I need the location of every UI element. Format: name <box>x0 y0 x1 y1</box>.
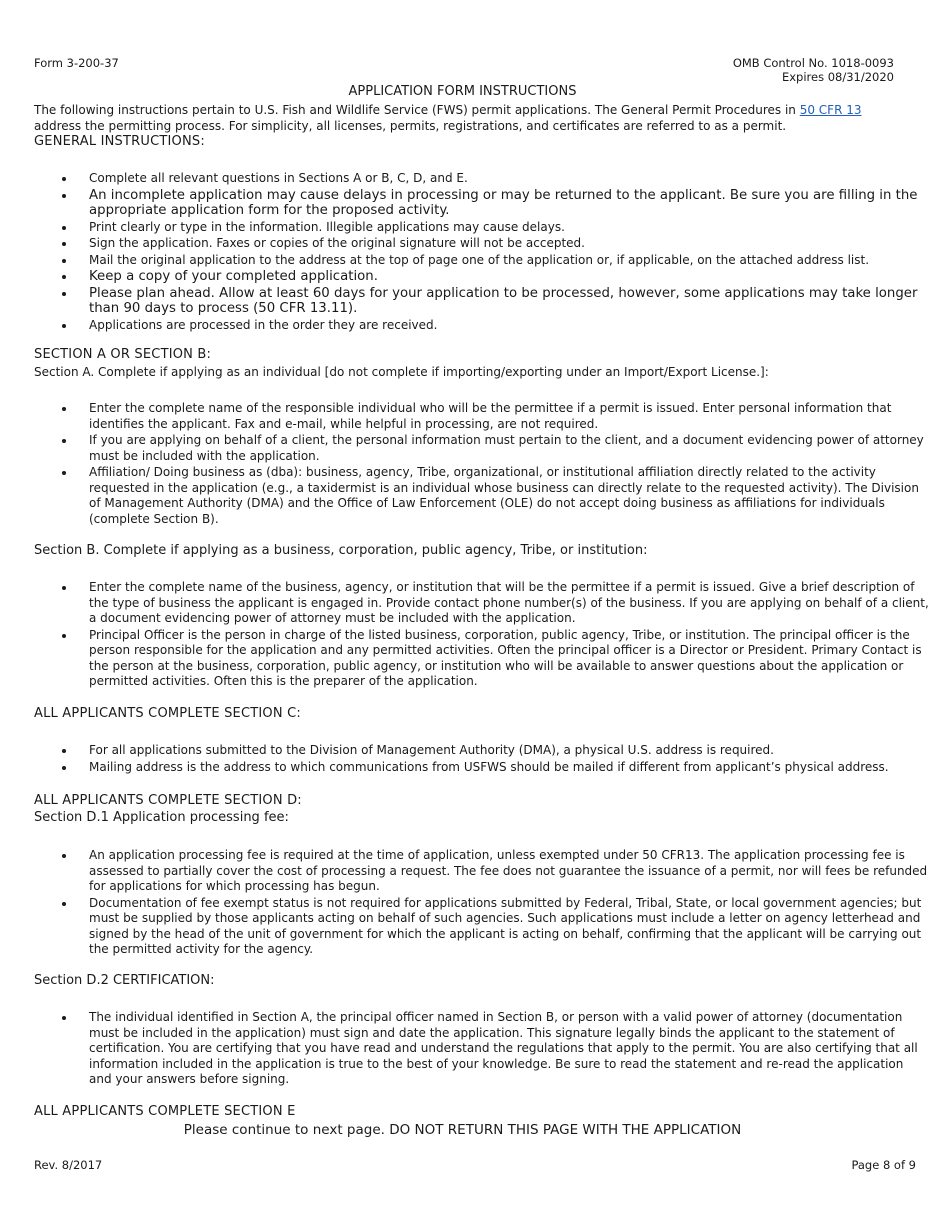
section-d2-label: Section D.2 CERTIFICATION: <box>34 973 215 988</box>
list-item: If you are applying on behalf of a client, the personal information must pertain to the client, and a document evidencing power of attorney must be included with the application. <box>89 433 929 464</box>
list-item: Principal Officer is the person in charge of the listed business, corporation, public agency, Tribe, or institution. The principal officer is the person responsible for the application and any permitted activities. Often the principal officer is a Director or President. Primary Contact is the person at the business, corporation, public agency, or institution who will be available to answer questions about the application or permitted activities. Often this is the preparer of the application. <box>89 628 929 690</box>
list-item: Enter the complete name of the business, agency, or institution that will be the permittee if a permit is issued. Give a brief description of the type of business the applicant is engaged in. Provide contact phone number(s) of the business. If you are applying on behalf of a client, a document evidencing power of attorney must be included with the application. <box>89 580 929 625</box>
list-item: Print clearly or type in the information. Illegible applications may cause delays. <box>89 220 929 236</box>
list-item: Keep a copy of your completed application. <box>89 269 929 285</box>
list-item: Complete all relevant questions in Sections A or B, C, D, and E. <box>89 171 929 187</box>
continue-note: Please continue to next page. DO NOT RETURN THIS PAGE WITH THE APPLICATION <box>183 1122 742 1138</box>
intro-text-1: The following instructions pertain to U.S. Fish and Wildlife Service (FWS) permit applications. The General Permit Procedures in <box>34 103 800 117</box>
cfr-link[interactable]: 50 CFR 13 <box>799 103 862 117</box>
expiration-date: Expires 08/31/2020 <box>781 70 894 84</box>
section-d1-list <box>58 848 929 959</box>
general-heading: GENERAL INSTRUCTIONS: <box>34 134 205 149</box>
page-title: APPLICATION FORM INSTRUCTIONS <box>348 84 577 99</box>
list-item: Sign the application. Faxes or copies of the original signature will not be accepted. <box>89 236 929 252</box>
form-number: Form 3-200-37 <box>34 56 119 70</box>
intro-text-2: address the permitting process. For simplicity, all licenses, permits, registrations, and certificates are referred to as a permit. <box>34 119 787 133</box>
section-a-label: Section A. Complete if applying as an individual [do not complete if importing/exporting under an Import/Export License.]: <box>34 365 769 379</box>
list-item: For all applications submitted to the Division of Management Authority (DMA), a physical U.S. address is required. <box>89 743 929 759</box>
list-item: Documentation of fee exempt status is not required for applications submitted by Federal, Tribal, State, or local government agencies; but must be supplied by those applicants acting on behalf of such agencies. Such applications must include a letter on agency letterhead and signed by the head of the unit of government for which the applicant is acting on behalf, confirming that the applicant will be carrying out the permitted activity for the agency. <box>89 896 929 958</box>
list-item: An application processing fee is required at the time of application, unless exempted under 50 CFR13. The application processing fee is assessed to partially cover the cost of processing a request. The fee does not guarantee the issuance of a permit, nor will fees be refunded for applications for which processing has begun. <box>89 848 928 893</box>
list-item: An incomplete application may cause delays in processing or may be returned to the applicant. Be sure you are filling in the appropriate application form for the proposed activity. <box>89 188 929 219</box>
section-a-list <box>58 401 929 528</box>
section-b-list <box>58 580 929 691</box>
section-c-heading: ALL APPLICANTS COMPLETE SECTION C: <box>34 706 301 721</box>
list-item: Mailing address is the address to which communications from USFWS should be mailed if different from applicant’s physical address. <box>89 760 929 776</box>
section-d2-list <box>58 1010 929 1089</box>
general-list <box>58 171 929 334</box>
revision-date: Rev. 8/2017 <box>34 1158 103 1172</box>
list-item: Affiliation/ Doing business as (dba): business, agency, Tribe, organizational, or institutional affiliation directly related to the activity requested in the application (e.g., a taxidermist is an individual whose business can directly relate to the requested activity). The Division of Management Authority (DMA) and the Office of Law Enforcement (OLE) do not accept doing business as affiliations for individuals (complete Section B). <box>89 465 929 527</box>
list-item: The individual identified in Section A, the principal officer named in Section B, or person with a valid power of attorney (documentation must be included in the application) must sign and date the application. This signature legally binds the applicant to the statement of certification. You are certifying that you have read and understand the regulations that apply to the permit. You are also certifying that all information included in the application is true to the best of your knowledge. Be sure to read the statement and re-read the application and your answers before signing. <box>89 1010 929 1088</box>
list-item: Please plan ahead. Allow at least 60 days for your application to be processed, however, some applications may take longer than 90 days to process (50 CFR 13.11). <box>89 286 929 317</box>
list-item: Enter the complete name of the responsible individual who will be the permittee if a permit is issued. Enter personal information that identifies the applicant. Fax and e-mail, while helpful in processing, are not required. <box>89 401 929 432</box>
section-ab-heading: SECTION A OR SECTION B: <box>34 347 212 362</box>
section-e-heading: ALL APPLICANTS COMPLETE SECTION E <box>34 1104 296 1119</box>
list-item: Mail the original application to the address at the top of page one of the application or, if applicable, on the attached address list. <box>89 253 929 269</box>
page-number: Page 8 of 9 <box>851 1158 916 1172</box>
section-d-heading: ALL APPLICANTS COMPLETE SECTION D: <box>34 793 302 808</box>
intro-paragraph <box>34 102 904 134</box>
list-item: Applications are processed in the order they are received. <box>89 318 929 334</box>
section-d1-label: Section D.1 Application processing fee: <box>34 810 289 825</box>
omb-block <box>733 56 894 84</box>
section-b-label: Section B. Complete if applying as a business, corporation, public agency, Tribe, or institution: <box>34 543 648 558</box>
section-c-list <box>58 743 929 776</box>
omb-control-number: OMB Control No. 1018-0093 <box>732 56 894 70</box>
